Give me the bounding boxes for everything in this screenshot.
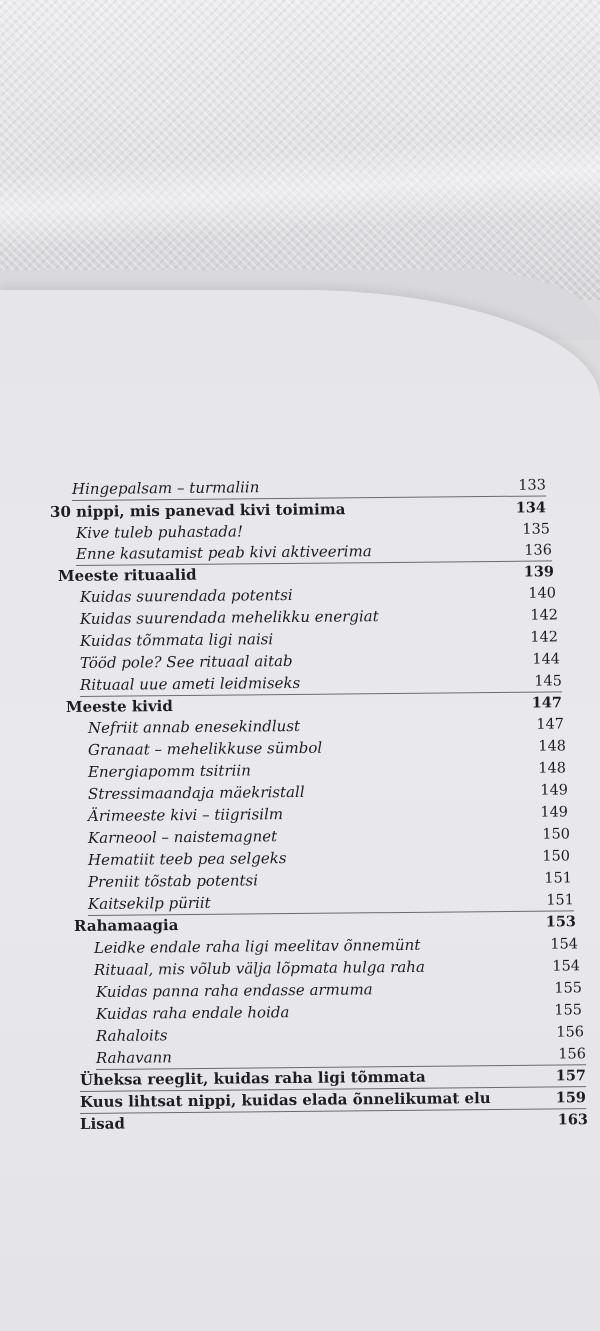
toc-entry-page: 151 bbox=[544, 870, 573, 887]
toc-entry-page: 144 bbox=[532, 651, 561, 668]
toc-entry-page: 140 bbox=[528, 585, 557, 602]
toc-entry-page: 156 bbox=[556, 1024, 585, 1041]
toc-entry-title: 30 nippi, mis panevad kivi toimima bbox=[49, 500, 346, 521]
toc-entry-title: Granaat – mehelikkuse sümbol bbox=[87, 738, 323, 759]
toc-entry-page: 149 bbox=[540, 804, 569, 821]
toc-entry-title: Kuidas panna raha endasse armuma bbox=[95, 980, 373, 1001]
toc-entry-page: 142 bbox=[530, 629, 559, 646]
toc-entry bbox=[80, 1108, 588, 1135]
toc-entry-title: Kuidas tõmmata ligi naisi bbox=[79, 630, 274, 650]
toc-entry-page: 155 bbox=[554, 1002, 583, 1019]
toc-entry-page: 154 bbox=[550, 936, 579, 953]
toc-entry-page: 148 bbox=[538, 738, 567, 755]
toc-entry-page: 153 bbox=[545, 913, 577, 931]
toc-entry-page: 163 bbox=[557, 1111, 589, 1129]
toc-entry-title: Kuidas suurendada potentsi bbox=[79, 585, 293, 606]
toc-entry-title: Rahamaagia bbox=[73, 915, 179, 935]
toc-entry-page: 148 bbox=[538, 760, 567, 777]
toc-entry-title: Rahaloits bbox=[95, 1026, 168, 1045]
toc-entry-title: Rituaal uue ameti leidmiseks bbox=[79, 673, 301, 694]
toc-entry-title: Lisad bbox=[79, 1114, 125, 1133]
toc-entry-title: Preniit tõstab potentsi bbox=[87, 871, 259, 891]
toc-entry-title: Kuus lihtsat nippi, kuidas elada õnnelikumat elu bbox=[79, 1089, 491, 1111]
toc-entry-title: Leidke endale raha ligi meelitav õnnemünt bbox=[93, 935, 421, 957]
toc-entry-page: 157 bbox=[555, 1067, 587, 1085]
toc-entry-page: 136 bbox=[524, 542, 553, 559]
toc-entry-page: 150 bbox=[542, 848, 571, 865]
toc-entry-title: Nefriit annab enesekindlust bbox=[87, 716, 301, 737]
toc-entry-title: Stressimaandaja mäekristall bbox=[87, 782, 305, 803]
toc-entry-title: Hematiit teeb pea selgeks bbox=[87, 849, 287, 869]
toc-entry-title: Kuidas suurendada mehelikku energiat bbox=[79, 607, 379, 628]
toc-entry-page: 149 bbox=[540, 782, 569, 799]
toc-entry-page: 135 bbox=[522, 521, 551, 538]
toc-entry-title: Rahavann bbox=[95, 1048, 173, 1067]
toc-entry-title: Kaitsekilp püriit bbox=[87, 893, 211, 913]
toc-entry-page: 159 bbox=[555, 1089, 587, 1107]
toc-entry-title: Ärimeeste kivi – tiigrisilm bbox=[87, 805, 284, 825]
toc-entry-title: Karneool – naistemagnet bbox=[87, 827, 278, 847]
toc-entry-page: 147 bbox=[531, 694, 563, 712]
toc-entry-title: Kuidas raha endale hoida bbox=[95, 1003, 290, 1023]
toc-entry-title: Üheksa reeglit, kuidas raha ligi tõmmata bbox=[79, 1067, 426, 1089]
toc-entry-page: 145 bbox=[534, 673, 563, 690]
toc-entry-title: Enne kasutamist peab kivi aktiveerima bbox=[75, 542, 372, 563]
toc-entry-page: 133 bbox=[518, 477, 547, 494]
toc-entry-title: Meeste kivid bbox=[65, 696, 173, 716]
toc-entry-title: Rituaal, mis võlub välja lõpmata hulga raha bbox=[93, 957, 425, 979]
toc-entry-page: 142 bbox=[530, 607, 559, 624]
toc-entry-page: 154 bbox=[552, 958, 581, 975]
toc-entry-page: 156 bbox=[558, 1046, 587, 1063]
toc-entry-page: 150 bbox=[542, 826, 571, 843]
toc-entry-page: 155 bbox=[554, 980, 583, 997]
toc-entry-page: 147 bbox=[536, 716, 565, 733]
toc-entry-title: Tööd pole? See rituaal aitab bbox=[79, 651, 293, 672]
toc-entry-page: 151 bbox=[546, 892, 575, 909]
toc-entry-title: Energiapomm tsitriin bbox=[87, 761, 251, 781]
toc-entry-title: Hingepalsam – turmaliin bbox=[71, 478, 260, 498]
toc-entry-title: Meeste rituaalid bbox=[57, 565, 197, 585]
toc-entry-page: 134 bbox=[515, 499, 547, 517]
toc-entry-title: Kive tuleb puhastada! bbox=[75, 522, 244, 542]
toc-entry-page: 139 bbox=[523, 563, 555, 581]
